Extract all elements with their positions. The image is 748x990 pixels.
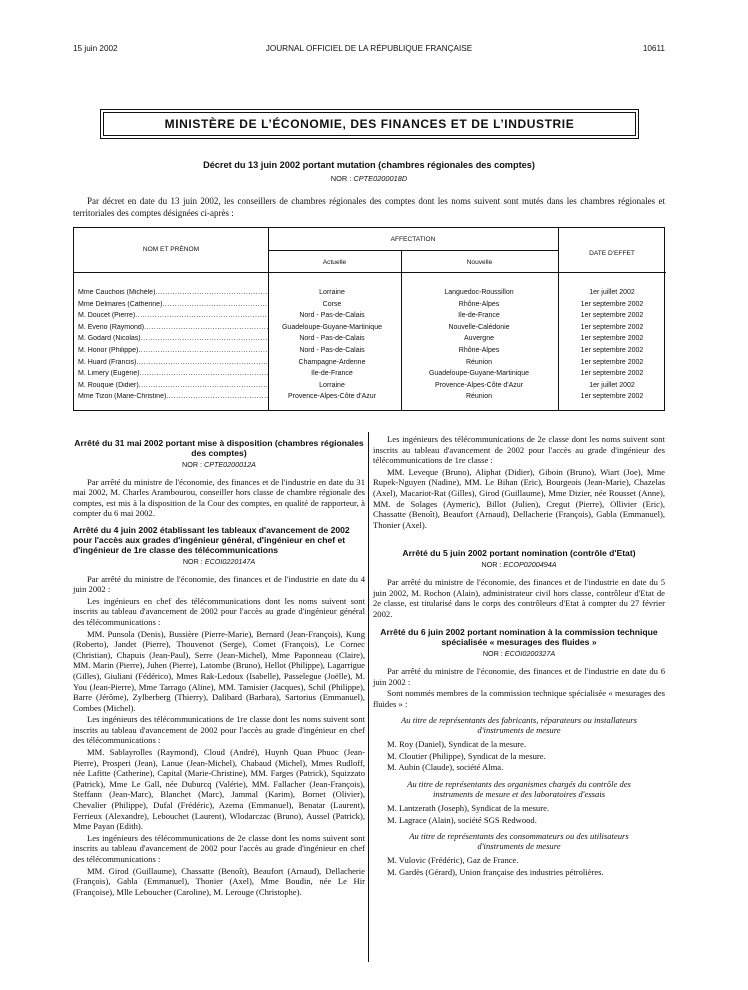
table-row: M. Limery (Eugène) ..... Ile-de-France Guadeloupe-Guyane-Martinique 1er septembre 2002	[74, 370, 666, 382]
decree-intro: Par décret en date du 13 juin 2002, les conseillers de chambres régionales des comptes dont les noms suivent sont mutés dans les chambres régionales et territoriales des comptes désignées ci-après :	[73, 196, 665, 218]
table-row: M. Honor (Philippe) ..... Nord - Pas-de-Calais Rhône-Alpes 1er septembre 2002	[74, 347, 666, 359]
header-journal-title: JOURNAL OFFICIEL DE LA RÉPUBLIQUE FRANÇAISE	[265, 44, 473, 53]
member-item: M. Roy (Daniel), Syndicat de la mesure.	[387, 739, 527, 750]
table-row: M. Huard (Francis) ..... Champagne-Ardenne Réunion 1er septembre 2002	[74, 359, 666, 371]
section-heading-fabricants: Au titre de représentants des fabricants, réparateurs ou installateurs d'instruments de mesure	[401, 715, 637, 736]
member-item: M. Vulovic (Frédéric), Gaz de France.	[387, 855, 519, 866]
arrete-1-body: Par arrêté du ministre de l'économie, des finances et de l'industrie en date du 31 mai 2002, M. Charles Arambourou, conseiller hors classe de chambre régionale des comptes, est mis à la disposition de la Cour des comptes, en qualité de rapporteur, à compter du 6 mai 2002.	[73, 476, 365, 519]
right-column	[373, 434, 665, 878]
arrete-2-p2: Les ingénieurs en chef des télécommunications dont les noms suivent sont inscrits au tableau d'avancement de 2002 pour l'accès au grade d'ingénieur général des télécommunications :	[73, 595, 365, 627]
member-item: M. Gardès (Gérard), Union française des industries pétrolières.	[387, 866, 604, 877]
table-row: M. Rouquie (Didier) ..... Lorraine Provence-Alpes-Côte d'Azur 1er juillet 2002	[74, 382, 666, 394]
arrete-4-p2: Sont nommés membres de la commission technique spécialisée « mesurages des fluides » :	[373, 688, 665, 709]
arrete-1-nor: NOR : CPTE0200012A	[182, 460, 256, 469]
member-item: M. Aubin (Claude), société Alma.	[387, 762, 504, 773]
column-divider	[368, 432, 369, 962]
arrete-3-nor: NOR : ECOP0200494A	[481, 560, 557, 570]
col-header-affectation: AFFECTATION	[390, 236, 436, 243]
header-page-number: 10611	[642, 44, 665, 53]
table-row: Mme Tizon (Marie-Christine) ..... Provence-Alpes-Côte d'Azur Réunion 1er septembre 2002	[74, 393, 666, 405]
arrete-1-title: Arrêté du 31 mai 2002 portant mise à disposition (chambres régionales des comptes)	[74, 438, 364, 458]
arrete-4-p1: Par arrêté du ministre de l'économie, des finances et de l'industrie en date du 6 juin 2002 :	[373, 665, 665, 687]
table-row: M. Doucet (Pierre) ..... Nord - Pas-de-Calais Ile-de-France 1er septembre 2002	[74, 312, 666, 324]
decree-nor-code: CPTE0200018D	[353, 174, 408, 183]
col-header-date: DATE D'EFFET	[589, 250, 635, 257]
member-item: M. Lantzerath (Joseph), Syndicat de la mesure.	[387, 803, 550, 814]
ministry-title: MINISTÈRE DE L’ÉCONOMIE, DES FINANCES ET DE L’INDUSTRIE	[164, 117, 575, 131]
arrete-4-title: Arrêté du 6 juin 2002 portant nomination à la commission technique spécialisée « mesurages des fluides »	[380, 627, 658, 648]
assignment-table	[73, 227, 665, 411]
header-date: 15 juin 2002	[73, 44, 118, 53]
col-header-current: Actuelle	[322, 259, 347, 266]
decree-nor-label: NOR :	[330, 174, 352, 183]
col-header-new: Nouvelle	[466, 259, 493, 266]
arrete-2-p3: MM. Punsola (Denis), Bussière (Pierre-Marie), Bernard (Jean-François), Kung (Roberto), Jandet (Pierre), Thouvenot (Serge), Comet (François), Le Cornec (Christian), Chapuis (Jean-Paul), Serre (Jean-Michel), Mme Paponneau (Claire), MM. Marin (Pierre), Juhen (Pierre), Latombe (Bruno), Hellot (Philippe), Lagarrigue (Gilles), Giuliani (Fédérico), Mmes Rak-Ledoux (Isabelle), Passelegue (Joëlle), M. You (Jean-Pierre), Mme Tarrago (Aline), MM. Tamisier (Jacques), Schil (Philippe), Barre (Jérôme), Zylberberg (Thierry), Dalibard (Barbara), Sartorius (Emmanuel), Combes (Michel).	[73, 628, 365, 713]
arrete-2-p4: Les ingénieurs des télécommunications de 1re classe dont les noms suivent sont inscrits au tableau d'avancement de 2002 pour l'accès au grade d'ingénieur en chef des télécommunications :	[73, 714, 365, 746]
arrete-2-p6: Les ingénieurs des télécommunications de 2e classe dont les noms suivent sont inscrits au tableau d'avancement de 2002 pour l'accès au grade d'ingénieur en chef des télécommunications :	[73, 832, 365, 864]
table-row: Mme Delmares (Catherine) ..... Corse Rhône-Alpes 1er septembre 2002	[74, 301, 666, 313]
member-item: M. Cloutier (Philippe), Syndicat de la mesure.	[387, 750, 546, 761]
table-row: M. Godard (Nicolas) ..... Nord - Pas-de-Calais Auvergne 1er septembre 2002	[74, 335, 666, 347]
arrete-2-title: Arrêté du 4 juin 2002 établissant les tableaux d'avancement de 2002 pour l'accès aux grades d'ingénieur général, d'ingénieur en chef et d'ingénieur de 1re classe des télécommunications	[73, 524, 350, 555]
page-header	[73, 44, 665, 58]
decree-title: Décret du 13 juin 2002 portant mutation (chambres régionales des comptes)	[203, 160, 535, 170]
arrete-4-nor: NOR : ECOI0200327A	[482, 649, 556, 659]
section-heading-consommateurs: Au titre de représentants des consommateurs ou des utilisateurs d'instruments de mesure	[409, 831, 629, 852]
ministry-title-box	[103, 112, 636, 136]
decree-nor	[73, 174, 665, 183]
arrete-2-p7: MM. Girod (Guillaume), Chassatte (Benoît), Beaufort (Arnaud), Dellacherie (François), Gabla (Emmanuel), Thonier (Axel), Mme Boudin, née Le Hir (Françoise), Mlle Leboucher (Caroline), M. Lerouge (Christophe).	[73, 865, 365, 897]
arrete-2-p5: MM. Sablayrolles (Raymond), Cloud (André), Huynh Quan Phuoc (Jean-Pierre), Prosperi (Jean), Lanue (Jean-Michel), Chabaud (Michel), Mmes Rudloff, née Lafitte (Catherine), Capital (Marie-Christine), MM. Farges (Patrick), Squizzato (Patrick), Mme Le Gall, née Duburcq (Valérie), MM. Fallacher (Jean-François), Steffann (Jean-Marc), Blanchet (Marc), Jammal (Karim), Bornet (Olivier), Chevalier (Philippe), Dufal (Frédéric), Azema (Emmanuel), Benatar (Laurent), Ferrieux (Alexandre), Lebouchet (Laurent), Wlodarczac (Bruno), Aussel (Patrick), Mme Payan (Edith).	[73, 747, 365, 832]
arrete-2-nor: NOR : ECOI0220147A	[182, 556, 256, 566]
member-item: M. Lagrace (Alain), société SGS Redwood.	[387, 814, 537, 825]
arrete-2-p1: Par arrêté du ministre de l'économie, des finances et de l'industrie en date du 4 juin 2002 :	[73, 573, 365, 595]
table-row: Mme Cauchois (Michèle) ..... Lorraine Languedoc-Roussillon 1er juillet 2002	[74, 289, 666, 301]
section-heading-organismes: Au titre de représentants des organismes chargés du contrôle des instruments de mesure et des laboratoires d'essais	[407, 779, 631, 800]
table-row: M. Eveno (Raymond) ..... Guadeloupe-Guyane-Martinique Nouvelle-Calédonie 1er septembre 2002	[74, 324, 666, 336]
right-p1: Les ingénieurs des télécommunications de 2e classe dont les noms suivent sont inscrits au tableau d'avancement de 2002 pour l'accès au grade d'ingénieur des télécommunications de 1re classe :	[373, 434, 665, 466]
left-column	[73, 434, 365, 898]
arrete-3-body: Par arrêté du ministre de l'économie, des finances et de l'industrie en date du 5 juin 2002, M. Rochon (Alain), administrateur civil hors classe, contrôleur d'Etat de 2e classe, est titularisé dans le corps des contrôleurs d'Etat à compter du 27 février 2002.	[373, 576, 665, 619]
col-header-name: NOM ET PRÉNOM	[142, 246, 200, 253]
arrete-3-title: Arrêté du 5 juin 2002 portant nomination (contrôle d'Etat)	[402, 548, 636, 559]
right-p2: MM. Leveque (Bruno), Aliphat (Didier), Giboin (Bruno), Wiart (Joe), Mme Rupek-Nguyen (Nadine), MM. Le Bihan (Eric), Bourgeois (Jean-Marie), Chazelas (Axel), Macariot-Rat (Gilles), Girod (Guillaume), Mme Dizier, née Rousset (Anne), MM. de Solages (Aymeric), Billot (Julien), Cregut (Pierre), Ollivier (Eric), Chassatte (Benoît), Beaufort (Arnaud), Dellacherie (François), Gabla (Emmanuel), Thonier (Axel).	[373, 466, 665, 530]
